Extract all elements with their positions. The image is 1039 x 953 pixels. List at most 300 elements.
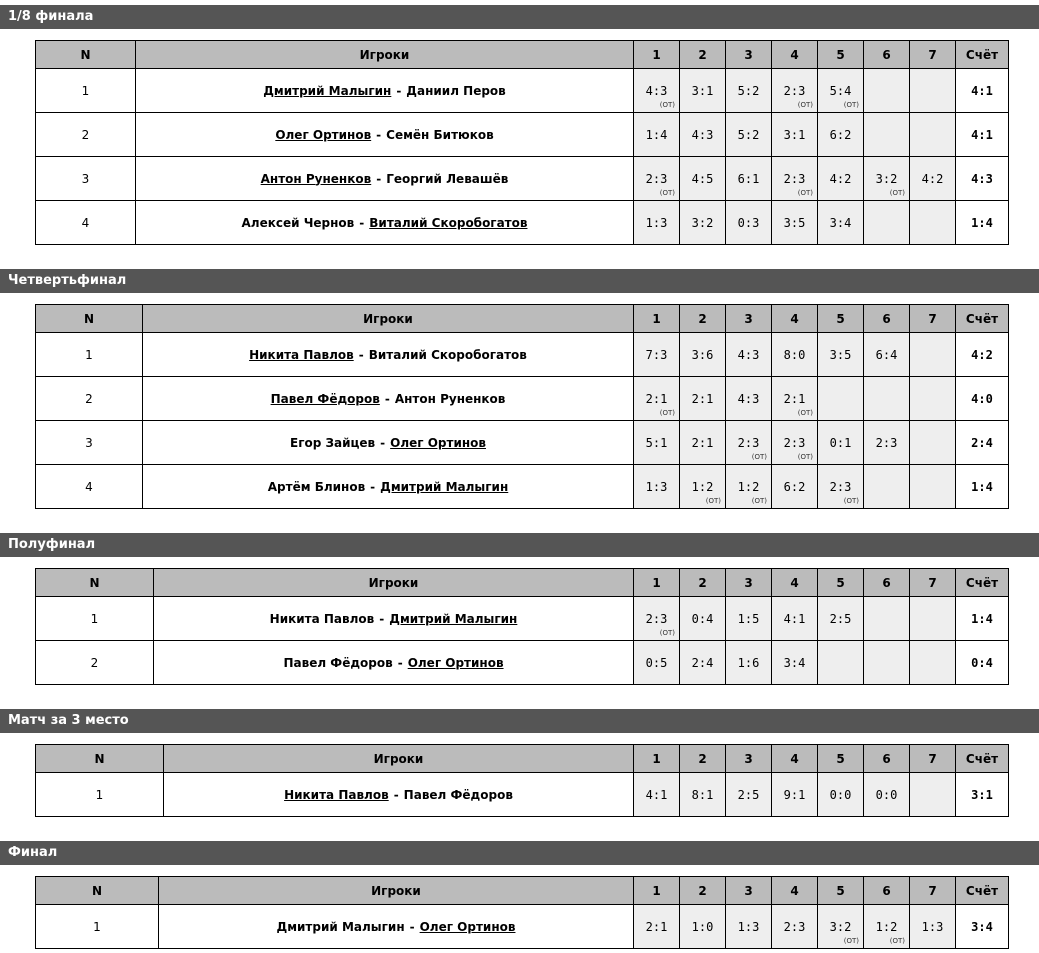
- set-score-value: 2:3: [783, 919, 806, 934]
- set-score: [818, 773, 864, 817]
- column-header-set: 5: [818, 41, 864, 69]
- set-score: [726, 641, 772, 685]
- column-header-total: Счёт: [956, 569, 1009, 597]
- set-score: [818, 421, 864, 465]
- overtime-marker: (ОТ): [659, 189, 675, 197]
- column-header-total: Счёт: [956, 41, 1009, 69]
- column-header-set: 3: [726, 877, 772, 905]
- results-table: [35, 568, 1009, 685]
- header-row: [36, 305, 1009, 333]
- column-header-total: Счёт: [956, 305, 1009, 333]
- set-score: [726, 333, 772, 377]
- set-score: [818, 641, 864, 685]
- set-score: [634, 597, 680, 641]
- set-score-value: 2:3: [783, 83, 806, 98]
- set-score: [910, 201, 956, 245]
- results-table: [35, 40, 1009, 245]
- match-total-score: 4:0: [956, 377, 1009, 421]
- set-score-value: 2:3: [737, 435, 760, 450]
- players-separator: -: [393, 787, 399, 802]
- match-row: [36, 69, 1009, 113]
- set-score: [864, 157, 910, 201]
- column-header-set: 7: [910, 569, 956, 597]
- section-header: Матч за 3 место: [0, 709, 1039, 733]
- set-score-value: 3:6: [691, 347, 714, 362]
- set-score: [634, 773, 680, 817]
- header-row: [36, 745, 1009, 773]
- column-header-set: 1: [634, 569, 680, 597]
- column-header-set: 7: [910, 745, 956, 773]
- match-players: [143, 333, 634, 377]
- player-two: Даниил Перов: [406, 83, 506, 98]
- column-header-set: 3: [726, 745, 772, 773]
- player-two: Дмитрий Малыгин: [389, 611, 518, 626]
- match-players: [154, 597, 634, 641]
- set-score: [634, 157, 680, 201]
- player-one: Павел Фёдоров: [283, 655, 393, 670]
- set-score-value: 2:3: [783, 435, 806, 450]
- set-score: [772, 905, 818, 949]
- column-header-set: 6: [864, 745, 910, 773]
- column-header-set: 6: [864, 41, 910, 69]
- set-score: [680, 465, 726, 509]
- set-score: [726, 157, 772, 201]
- set-score-value: 2:3: [783, 171, 806, 186]
- set-score: [818, 157, 864, 201]
- set-score-value: 3:1: [783, 127, 806, 142]
- set-score-value: 6:2: [783, 479, 806, 494]
- match-row: [36, 201, 1009, 245]
- set-score: [864, 333, 910, 377]
- results-table: [35, 304, 1009, 509]
- set-score: [818, 905, 864, 949]
- set-score: [634, 69, 680, 113]
- set-score: [864, 773, 910, 817]
- set-score-value: 3:5: [829, 347, 852, 362]
- players-separator: -: [380, 435, 386, 450]
- column-header-n: N: [36, 41, 136, 69]
- set-score: [634, 421, 680, 465]
- section-header: Четвертьфинал: [0, 269, 1039, 293]
- set-score: [772, 113, 818, 157]
- set-score: [726, 421, 772, 465]
- match-row: [36, 377, 1009, 421]
- column-header-set: 5: [818, 305, 864, 333]
- column-header-set: 2: [680, 305, 726, 333]
- set-score-value: 2:3: [875, 435, 898, 450]
- player-two: Антон Руненков: [394, 391, 506, 406]
- set-score-value: 4:3: [691, 127, 714, 142]
- set-score: [634, 465, 680, 509]
- set-score: [680, 421, 726, 465]
- set-score-value: 3:5: [783, 215, 806, 230]
- match-number: 2: [36, 113, 136, 157]
- players-separator: -: [384, 391, 390, 406]
- set-score-value: 4:3: [737, 391, 760, 406]
- overtime-marker: (ОТ): [659, 409, 675, 417]
- players-separator: -: [376, 127, 382, 142]
- column-header-set: 5: [818, 569, 864, 597]
- match-row: [36, 333, 1009, 377]
- player-one: Павел Фёдоров: [270, 391, 380, 406]
- set-score: [680, 641, 726, 685]
- set-score: [772, 465, 818, 509]
- set-score: [864, 377, 910, 421]
- column-header-set: 2: [680, 569, 726, 597]
- player-two: Георгий Левашёв: [386, 171, 509, 186]
- set-score: [818, 333, 864, 377]
- column-header-set: 4: [772, 745, 818, 773]
- overtime-marker: (ОТ): [797, 189, 813, 197]
- set-score: [634, 641, 680, 685]
- set-score: [772, 641, 818, 685]
- match-total-score: 0:4: [956, 641, 1009, 685]
- set-score-value: 4:2: [921, 171, 944, 186]
- players-separator: -: [376, 171, 382, 186]
- header-row: [36, 877, 1009, 905]
- column-header-set: 4: [772, 41, 818, 69]
- column-header-set: 1: [634, 41, 680, 69]
- player-two: Виталий Скоробогатов: [369, 215, 528, 230]
- set-score: [910, 377, 956, 421]
- column-header-set: 5: [818, 877, 864, 905]
- set-score: [864, 641, 910, 685]
- player-two: Павел Фёдоров: [403, 787, 513, 802]
- set-score-value: 1:2: [875, 919, 898, 934]
- player-two: Олег Ортинов: [407, 655, 504, 670]
- set-score: [726, 69, 772, 113]
- set-score: [864, 597, 910, 641]
- set-score-value: 2:5: [737, 787, 760, 802]
- match-total-score: 4:2: [956, 333, 1009, 377]
- column-header-set: 6: [864, 305, 910, 333]
- set-score-value: 0:1: [829, 435, 852, 450]
- column-header-total: Счёт: [956, 877, 1009, 905]
- overtime-marker: (ОТ): [797, 409, 813, 417]
- column-header-set: 1: [634, 745, 680, 773]
- set-score: [910, 333, 956, 377]
- match-players: [154, 641, 634, 685]
- overtime-marker: (ОТ): [843, 937, 859, 945]
- match-total-score: 4:1: [956, 113, 1009, 157]
- set-score-value: 3:4: [829, 215, 852, 230]
- set-score: [818, 69, 864, 113]
- set-score: [910, 465, 956, 509]
- column-header-set: 7: [910, 305, 956, 333]
- player-two: Семён Битюков: [386, 127, 494, 142]
- results-table: [35, 744, 1009, 817]
- set-score: [680, 597, 726, 641]
- column-header-set: 4: [772, 877, 818, 905]
- match-number: 3: [36, 157, 136, 201]
- set-score-value: 1:0: [691, 919, 714, 934]
- overtime-marker: (ОТ): [843, 497, 859, 505]
- match-players: [143, 377, 634, 421]
- match-players: [159, 905, 634, 949]
- match-row: [36, 641, 1009, 685]
- header-row: [36, 41, 1009, 69]
- column-header-set: 6: [864, 569, 910, 597]
- player-one: Алексей Чернов: [241, 215, 355, 230]
- match-number: 2: [36, 377, 143, 421]
- set-score: [634, 905, 680, 949]
- set-score-value: 4:1: [645, 787, 668, 802]
- set-score-value: 1:2: [691, 479, 714, 494]
- players-separator: -: [359, 215, 365, 230]
- match-number: 2: [36, 641, 154, 685]
- column-header-n: N: [36, 569, 154, 597]
- match-number: 1: [36, 597, 154, 641]
- set-score-value: 2:1: [645, 391, 668, 406]
- match-number: 1: [36, 773, 164, 817]
- set-score-value: 2:3: [645, 611, 668, 626]
- overtime-marker: (ОТ): [889, 189, 905, 197]
- column-header-set: 4: [772, 305, 818, 333]
- set-score-value: 1:6: [737, 655, 760, 670]
- player-one: Егор Зайцев: [290, 435, 376, 450]
- player-one: Дмитрий Малыгин: [263, 83, 392, 98]
- match-number: 4: [36, 201, 136, 245]
- set-score: [726, 597, 772, 641]
- player-one: Антон Руненков: [260, 171, 372, 186]
- overtime-marker: (ОТ): [751, 453, 767, 461]
- match-players: [143, 421, 634, 465]
- column-header-players: Игроки: [143, 305, 634, 333]
- set-score-value: 0:5: [645, 655, 668, 670]
- set-score-value: 1:3: [645, 215, 668, 230]
- player-two: Дмитрий Малыгин: [380, 479, 509, 494]
- players-separator: -: [358, 347, 364, 362]
- set-score: [864, 421, 910, 465]
- overtime-marker: (ОТ): [659, 101, 675, 109]
- player-two: Олег Ортинов: [390, 435, 486, 450]
- column-header-set: 3: [726, 41, 772, 69]
- set-score-value: 6:4: [875, 347, 898, 362]
- set-score-value: 2:1: [783, 391, 806, 406]
- overtime-marker: (ОТ): [797, 101, 813, 109]
- players-separator: -: [379, 611, 385, 626]
- match-total-score: 4:3: [956, 157, 1009, 201]
- set-score-value: 4:3: [645, 83, 668, 98]
- set-score: [680, 773, 726, 817]
- match-row: [36, 157, 1009, 201]
- section-header: 1/8 финала: [0, 5, 1039, 29]
- overtime-marker: (ОТ): [843, 101, 859, 109]
- set-score-value: 1:5: [737, 611, 760, 626]
- set-score: [910, 421, 956, 465]
- overtime-marker: (ОТ): [797, 453, 813, 461]
- set-score-value: 8:0: [783, 347, 806, 362]
- column-header-players: Игроки: [164, 745, 634, 773]
- set-score: [680, 905, 726, 949]
- set-score-value: 9:1: [783, 787, 806, 802]
- column-header-n: N: [36, 305, 143, 333]
- set-score: [772, 157, 818, 201]
- set-score-value: 6:1: [737, 171, 760, 186]
- match-total-score: 3:1: [956, 773, 1009, 817]
- match-row: [36, 773, 1009, 817]
- set-score-value: 6:2: [829, 127, 852, 142]
- set-score-value: 3:4: [783, 655, 806, 670]
- set-score: [772, 333, 818, 377]
- set-score: [910, 597, 956, 641]
- player-one: Никита Павлов: [284, 787, 389, 802]
- set-score: [864, 113, 910, 157]
- section-header: Полуфинал: [0, 533, 1039, 557]
- match-number: 1: [36, 333, 143, 377]
- set-score: [864, 905, 910, 949]
- match-players: [136, 113, 634, 157]
- column-header-players: Игроки: [136, 41, 634, 69]
- set-score: [910, 157, 956, 201]
- set-score: [634, 201, 680, 245]
- set-score-value: 1:3: [921, 919, 944, 934]
- set-score: [680, 201, 726, 245]
- match-players: [143, 465, 634, 509]
- match-players: [136, 69, 634, 113]
- set-score-value: 0:3: [737, 215, 760, 230]
- set-score-value: 4:2: [829, 171, 852, 186]
- column-header-set: 7: [910, 41, 956, 69]
- set-score-value: 3:2: [875, 171, 898, 186]
- set-score: [772, 201, 818, 245]
- match-players: [136, 201, 634, 245]
- column-header-set: 6: [864, 877, 910, 905]
- match-number: 4: [36, 465, 143, 509]
- column-header-n: N: [36, 745, 164, 773]
- match-players: [164, 773, 634, 817]
- header-row: [36, 569, 1009, 597]
- match-total-score: 2:4: [956, 421, 1009, 465]
- set-score-value: 2:1: [691, 391, 714, 406]
- set-score: [910, 641, 956, 685]
- set-score-value: 2:1: [691, 435, 714, 450]
- overtime-marker: (ОТ): [705, 497, 721, 505]
- set-score: [818, 465, 864, 509]
- set-score-value: 2:3: [645, 171, 668, 186]
- players-separator: -: [396, 83, 402, 98]
- player-one: Дмитрий Малыгин: [276, 919, 405, 934]
- player-two: Олег Ортинов: [419, 919, 516, 934]
- set-score-value: 5:4: [829, 83, 852, 98]
- set-score-value: 4:5: [691, 171, 714, 186]
- column-header-players: Игроки: [159, 877, 634, 905]
- set-score-value: 1:2: [737, 479, 760, 494]
- player-one: Никита Павлов: [269, 611, 375, 626]
- set-score: [726, 201, 772, 245]
- set-score: [910, 905, 956, 949]
- set-score: [818, 201, 864, 245]
- column-header-set: 3: [726, 305, 772, 333]
- set-score: [634, 333, 680, 377]
- set-score-value: 5:2: [737, 83, 760, 98]
- set-score-value: 0:0: [829, 787, 852, 802]
- set-score: [726, 465, 772, 509]
- match-players: [136, 157, 634, 201]
- set-score: [910, 113, 956, 157]
- column-header-n: N: [36, 877, 159, 905]
- set-score: [772, 421, 818, 465]
- match-row: [36, 113, 1009, 157]
- column-header-set: 2: [680, 877, 726, 905]
- overtime-marker: (ОТ): [659, 629, 675, 637]
- match-number: 1: [36, 69, 136, 113]
- set-score-value: 0:0: [875, 787, 898, 802]
- set-score-value: 3:2: [691, 215, 714, 230]
- column-header-set: 1: [634, 877, 680, 905]
- set-score-value: 2:5: [829, 611, 852, 626]
- match-row: [36, 465, 1009, 509]
- column-header-set: 2: [680, 745, 726, 773]
- set-score: [680, 69, 726, 113]
- column-header-set: 4: [772, 569, 818, 597]
- players-separator: -: [397, 655, 403, 670]
- set-score-value: 1:3: [645, 479, 668, 494]
- set-score-value: 4:3: [737, 347, 760, 362]
- set-score: [772, 69, 818, 113]
- player-one: Олег Ортинов: [275, 127, 372, 142]
- column-header-set: 1: [634, 305, 680, 333]
- column-header-set: 7: [910, 877, 956, 905]
- set-score-value: 8:1: [691, 787, 714, 802]
- player-two: Виталий Скоробогатов: [368, 347, 527, 362]
- set-score: [680, 157, 726, 201]
- match-total-score: 1:4: [956, 465, 1009, 509]
- set-score: [910, 69, 956, 113]
- set-score: [772, 773, 818, 817]
- set-score: [818, 113, 864, 157]
- match-number: 3: [36, 421, 143, 465]
- match-total-score: 1:4: [956, 201, 1009, 245]
- set-score: [772, 597, 818, 641]
- set-score-value: 3:2: [829, 919, 852, 934]
- set-score: [680, 333, 726, 377]
- overtime-marker: (ОТ): [889, 937, 905, 945]
- set-score: [864, 465, 910, 509]
- set-score: [910, 773, 956, 817]
- match-total-score: 1:4: [956, 597, 1009, 641]
- match-number: 1: [36, 905, 159, 949]
- column-header-total: Счёт: [956, 745, 1009, 773]
- results-table: [35, 876, 1009, 949]
- set-score-value: 5:1: [645, 435, 668, 450]
- set-score: [772, 377, 818, 421]
- match-row: [36, 421, 1009, 465]
- set-score: [680, 113, 726, 157]
- set-score: [818, 377, 864, 421]
- match-total-score: 3:4: [956, 905, 1009, 949]
- set-score-value: 2:3: [829, 479, 852, 494]
- set-score: [726, 113, 772, 157]
- set-score-value: 0:4: [691, 611, 714, 626]
- set-score-value: 2:1: [645, 919, 668, 934]
- set-score: [726, 905, 772, 949]
- player-one: Никита Павлов: [249, 347, 354, 362]
- player-one: Артём Блинов: [267, 479, 366, 494]
- set-score-value: 1:4: [645, 127, 668, 142]
- set-score-value: 4:1: [783, 611, 806, 626]
- players-separator: -: [370, 479, 376, 494]
- match-row: [36, 597, 1009, 641]
- section-header: Финал: [0, 841, 1039, 865]
- set-score: [726, 773, 772, 817]
- set-score-value: 2:4: [691, 655, 714, 670]
- set-score: [864, 69, 910, 113]
- set-score-value: 5:2: [737, 127, 760, 142]
- column-header-set: 2: [680, 41, 726, 69]
- set-score-value: 7:3: [645, 347, 668, 362]
- overtime-marker: (ОТ): [751, 497, 767, 505]
